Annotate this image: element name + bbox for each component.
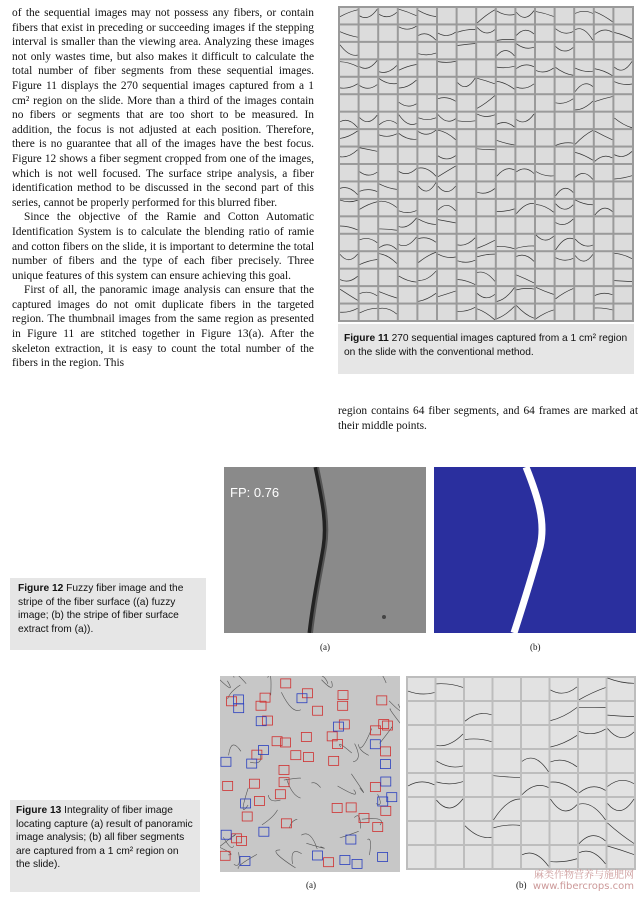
thumbnail-cell — [379, 25, 397, 40]
thumbnail-cell — [614, 130, 632, 145]
thumbnail-cell — [418, 305, 436, 320]
thumbnail-cell — [614, 200, 632, 215]
thumbnail-cell — [556, 200, 574, 215]
thumbnail-cell — [477, 165, 495, 180]
thumbnail-cell — [556, 165, 574, 180]
focus-value-label: FP: 0.76 — [230, 485, 280, 500]
thumbnail-cell — [556, 235, 574, 250]
thumbnail-cell — [379, 252, 397, 267]
thumbnail-cell — [614, 8, 632, 23]
figure11-caption-label: Figure 11 — [344, 333, 389, 344]
thumbnail-cell — [551, 822, 578, 844]
thumbnail-cell — [516, 95, 534, 110]
thumbnail-cell — [575, 287, 593, 302]
thumbnail-cell — [477, 287, 495, 302]
thumbnail-cell — [477, 60, 495, 75]
thumbnail-cell — [536, 78, 554, 93]
thumbnail-cell — [575, 95, 593, 110]
thumbnail-cell — [438, 235, 456, 250]
thumbnail-cell — [595, 217, 613, 232]
thumbnail-cell — [516, 252, 534, 267]
thumbnail-cell — [497, 113, 515, 128]
thumbnail-cell — [379, 130, 397, 145]
thumbnail-cell — [465, 678, 492, 700]
thumbnail-cell — [408, 846, 435, 868]
thumbnail-cell — [458, 182, 476, 197]
thumbnail-cell — [575, 182, 593, 197]
thumbnail-cell — [360, 270, 378, 285]
figure13b-sublabel: (b) — [516, 880, 527, 890]
thumbnail-cell — [595, 113, 613, 128]
thumbnail-cell — [379, 270, 397, 285]
thumbnail-cell — [595, 165, 613, 180]
thumbnail-cell — [516, 113, 534, 128]
thumbnail-cell — [575, 235, 593, 250]
thumbnail-cell — [360, 217, 378, 232]
thumbnail-cell — [399, 235, 417, 250]
thumbnail-cell — [516, 200, 534, 215]
thumbnail-cell — [522, 726, 549, 748]
figure13a-sublabel: (a) — [306, 880, 316, 890]
thumbnail-cell — [556, 148, 574, 163]
thumbnail-cell — [465, 774, 492, 796]
thumbnail-cell — [399, 60, 417, 75]
thumbnail-cell — [614, 252, 632, 267]
thumbnail-cell — [595, 182, 613, 197]
thumbnail-cell — [497, 252, 515, 267]
paragraph-2: Since the objective of the Ramie and Cotton Automatic Identification System is to calculate the blending ratio of ramie and cotton fibers on the slide, it is important to determine the total number of fibers and the type of each fiber precisely. Three unique features of this system can ensure achieving this goal. — [12, 211, 314, 282]
thumbnail-cell — [556, 305, 574, 320]
thumbnail-cell — [551, 846, 578, 868]
thumbnail-cell — [494, 750, 521, 772]
thumbnail-cell — [465, 822, 492, 844]
thumbnail-cell — [437, 846, 464, 868]
thumbnail-cell — [614, 287, 632, 302]
thumbnail-cell — [575, 43, 593, 58]
thumbnail-cell — [458, 95, 476, 110]
thumbnail-cell — [556, 217, 574, 232]
thumbnail-cell — [418, 60, 436, 75]
thumbnail-cell — [556, 270, 574, 285]
thumbnail-cell — [458, 25, 476, 40]
thumbnail-cell — [516, 130, 534, 145]
thumbnail-cell — [497, 200, 515, 215]
figure13a-panoramic-image — [220, 676, 400, 872]
thumbnail-cell — [579, 798, 606, 820]
thumbnail-cell — [595, 25, 613, 40]
thumbnail-cell — [360, 130, 378, 145]
thumbnail-cell — [536, 270, 554, 285]
thumbnail-cell — [340, 200, 358, 215]
thumbnail-cell — [595, 148, 613, 163]
figure12b-sublabel: (b) — [530, 642, 541, 652]
thumbnail-cell — [497, 165, 515, 180]
thumbnail-cell — [556, 43, 574, 58]
thumbnail-cell — [595, 60, 613, 75]
thumbnail-cell — [497, 148, 515, 163]
figure12-caption-text: Fuzzy fiber image and the stripe of the fiber surface ((a) fuzzy image; (b) the stripe of fiber surface extract from (a)). — [18, 583, 184, 635]
thumbnail-cell — [536, 60, 554, 75]
figure12-caption — [10, 578, 206, 650]
thumbnail-cell — [551, 702, 578, 724]
thumbnail-cell — [438, 287, 456, 302]
thumbnail-cell — [399, 95, 417, 110]
thumbnail-cell — [536, 252, 554, 267]
figure13-caption-text: Integrality of fiber image locating capture (a) result of panoramic image analysis; (b) all fiber segments are captured from a 1 cm² region on the slide). — [16, 805, 193, 870]
thumbnail-cell — [477, 200, 495, 215]
thumbnail-cell — [579, 750, 606, 772]
left-column-text — [12, 6, 314, 371]
thumbnail-cell — [408, 774, 435, 796]
thumbnail-cell — [399, 252, 417, 267]
thumbnail-cell — [458, 8, 476, 23]
thumbnail-cell — [465, 798, 492, 820]
thumbnail-cell — [595, 43, 613, 58]
thumbnail-cell — [360, 113, 378, 128]
thumbnail-cell — [477, 78, 495, 93]
thumbnail-cell — [437, 750, 464, 772]
thumbnail-cell — [536, 25, 554, 40]
thumbnail-cell — [575, 217, 593, 232]
thumbnail-cell — [360, 235, 378, 250]
thumbnail-cell — [516, 148, 534, 163]
figure11-caption — [338, 324, 634, 374]
thumbnail-cell — [458, 113, 476, 128]
thumbnail-cell — [340, 270, 358, 285]
thumbnail-cell — [360, 287, 378, 302]
thumbnail-cell — [340, 43, 358, 58]
thumbnail-cell — [458, 287, 476, 302]
thumbnail-cell — [437, 702, 464, 724]
thumbnail-cell — [614, 78, 632, 93]
thumbnail-cell — [522, 822, 549, 844]
thumbnail-cell — [494, 726, 521, 748]
thumbnail-cell — [575, 130, 593, 145]
thumbnail-cell — [399, 305, 417, 320]
figure13-caption — [10, 800, 200, 892]
thumbnail-cell — [595, 305, 613, 320]
thumbnail-cell — [458, 165, 476, 180]
thumbnail-cell — [614, 182, 632, 197]
thumbnail-cell — [438, 25, 456, 40]
thumbnail-cell — [579, 726, 606, 748]
thumbnail-cell — [614, 43, 632, 58]
thumbnail-cell — [418, 43, 436, 58]
thumbnail-cell — [340, 148, 358, 163]
thumbnail-cell — [522, 750, 549, 772]
thumbnail-cell — [399, 113, 417, 128]
thumbnail-cell — [408, 726, 435, 748]
thumbnail-cell — [614, 217, 632, 232]
thumbnail-cell — [536, 113, 554, 128]
figure12a-sublabel: (a) — [320, 642, 330, 652]
thumbnail-cell — [458, 252, 476, 267]
thumbnail-cell — [614, 60, 632, 75]
thumbnail-cell — [477, 217, 495, 232]
thumbnail-cell — [399, 148, 417, 163]
thumbnail-cell — [418, 217, 436, 232]
thumbnail-cell — [418, 148, 436, 163]
thumbnail-cell — [340, 217, 358, 232]
thumbnail-cell — [497, 95, 515, 110]
thumbnail-cell — [595, 270, 613, 285]
thumbnail-cell — [595, 287, 613, 302]
thumbnail-cell — [551, 726, 578, 748]
thumbnail-cell — [595, 95, 613, 110]
thumbnail-cell — [438, 305, 456, 320]
thumbnail-cell — [340, 235, 358, 250]
thumbnail-cell — [497, 25, 515, 40]
thumbnail-cell — [379, 165, 397, 180]
thumbnail-cell — [418, 113, 436, 128]
watermark — [533, 870, 634, 892]
thumbnail-cell — [340, 60, 358, 75]
thumbnail-cell — [497, 60, 515, 75]
thumbnail-cell — [608, 678, 635, 700]
thumbnail-cell — [556, 8, 574, 23]
thumbnail-cell — [575, 200, 593, 215]
thumbnail-cell — [614, 235, 632, 250]
thumbnail-cell — [418, 165, 436, 180]
thumbnail-cell — [418, 270, 436, 285]
thumbnail-cell — [516, 270, 534, 285]
thumbnail-cell — [575, 270, 593, 285]
thumbnail-cell — [438, 270, 456, 285]
thumbnail-cell — [408, 798, 435, 820]
thumbnail-cell — [399, 130, 417, 145]
thumbnail-cell — [458, 148, 476, 163]
thumbnail-cell — [360, 165, 378, 180]
thumbnail-cell — [575, 60, 593, 75]
thumbnail-cell — [522, 774, 549, 796]
thumbnail-cell — [575, 305, 593, 320]
thumbnail-cell — [494, 678, 521, 700]
thumbnail-cell — [595, 78, 613, 93]
thumbnail-cell — [437, 822, 464, 844]
thumbnail-cell — [379, 148, 397, 163]
thumbnail-cell — [360, 148, 378, 163]
figure11-image-grid — [338, 6, 634, 322]
thumbnail-cell — [556, 78, 574, 93]
thumbnail-cell — [379, 235, 397, 250]
thumbnail-cell — [477, 235, 495, 250]
figure13-caption-label: Figure 13 — [16, 805, 62, 816]
thumbnail-cell — [340, 95, 358, 110]
thumbnail-cell — [360, 8, 378, 23]
thumbnail-cell — [614, 95, 632, 110]
thumbnail-cell — [408, 678, 435, 700]
figure12a-fuzzy-fiber-image — [224, 467, 426, 633]
thumbnail-cell — [477, 43, 495, 58]
thumbnail-cell — [536, 95, 554, 110]
thumbnail-cell — [360, 25, 378, 40]
thumbnail-cell — [418, 25, 436, 40]
thumbnail-cell — [551, 798, 578, 820]
figure12b-stripe-image — [434, 467, 636, 633]
thumbnail-cell — [418, 8, 436, 23]
thumbnail-cell — [399, 217, 417, 232]
thumbnail-cell — [477, 130, 495, 145]
thumbnail-cell — [340, 165, 358, 180]
thumbnail-cell — [516, 165, 534, 180]
thumbnail-cell — [522, 798, 549, 820]
thumbnail-cell — [536, 217, 554, 232]
thumbnail-cell — [458, 235, 476, 250]
paragraph-3: First of all, the panoramic image analysis can ensure that the captured images do not omit duplicate fibers in the targeted region. The thumbnail images from the same region as presented in Figure 11 are stitched together in Figure 13(a). After the skeleton extraction, it is easy to count the total number of the fibers in the region. This — [12, 284, 314, 370]
thumbnail-cell — [579, 846, 606, 868]
thumbnail-cell — [458, 60, 476, 75]
panorama-background — [220, 676, 400, 872]
thumbnail-cell — [551, 774, 578, 796]
thumbnail-cell — [497, 287, 515, 302]
thumbnail-cell — [399, 182, 417, 197]
thumbnail-cell — [458, 305, 476, 320]
thumbnail-cell — [458, 217, 476, 232]
thumbnail-cell — [579, 822, 606, 844]
thumbnail-cell — [522, 678, 549, 700]
watermark-line1: 麻类作物营养与施肥网 — [534, 870, 634, 881]
thumbnail-cell — [575, 78, 593, 93]
thumbnail-cell — [536, 305, 554, 320]
thumbnail-cell — [437, 726, 464, 748]
thumbnail-cell — [418, 182, 436, 197]
thumbnail-cell — [608, 750, 635, 772]
thumbnail-cell — [536, 287, 554, 302]
thumbnail-cell — [497, 8, 515, 23]
thumbnail-cell — [458, 200, 476, 215]
thumbnail-cell — [497, 78, 515, 93]
thumbnail-cell — [465, 702, 492, 724]
thumbnail-cell — [497, 182, 515, 197]
thumbnail-cell — [408, 702, 435, 724]
paragraph-1: of the sequential images may not possess any fibers, or contain fibers that exist in preceding or succeeding images if the stepping interval is smaller than the viewing area. Analyzing these images not only wastes time, but also makes it difficult to calculate the total number of fiber segments from these sequential images. Figure 11 displays the 270 sequential images captured from a 1 cm² region on the slide. More than a third of the images contain no fibers or segments that are too short to be measured. In addition, the focus is not adjusted at each position. Therefore, there is no guarantee that all of the images have the best focus. Figure 12 shows a fiber segment cropped from one of the images, which is not well focused. The surface stripe analysis, a fiber identification method to be discussed in the second part of this series, cannot be properly performed for this blurred fiber. — [12, 7, 314, 209]
thumbnail-cell — [556, 60, 574, 75]
thumbnail-cell — [516, 305, 534, 320]
thumbnail-cell — [579, 774, 606, 796]
thumbnail-cell — [536, 148, 554, 163]
thumbnail-cell — [595, 252, 613, 267]
figure12-caption-label: Figure 12 — [18, 583, 64, 594]
thumbnail-cell — [465, 726, 492, 748]
thumbnail-cell — [458, 270, 476, 285]
figure13b-fiber-segments-grid — [406, 676, 636, 870]
thumbnail-cell — [438, 8, 456, 23]
thumbnail-cell — [575, 8, 593, 23]
thumbnail-cell — [536, 43, 554, 58]
thumbnail-cell — [438, 148, 456, 163]
thumbnail-cell — [494, 702, 521, 724]
thumbnail-cell — [340, 25, 358, 40]
thumbnail-cell — [438, 182, 456, 197]
thumbnail-cell — [497, 217, 515, 232]
thumbnail-cell — [494, 846, 521, 868]
thumbnail-cell — [379, 43, 397, 58]
watermark-line2: www.fibercrops.com — [532, 881, 634, 892]
thumbnail-cell — [399, 43, 417, 58]
thumbnail-cell — [437, 678, 464, 700]
thumbnail-cell — [608, 846, 635, 868]
thumbnail-cell — [465, 846, 492, 868]
thumbnail-cell — [516, 8, 534, 23]
thumbnail-cell — [418, 200, 436, 215]
thumbnail-cell — [522, 846, 549, 868]
thumbnail-cell — [516, 182, 534, 197]
thumbnail-cell — [608, 774, 635, 796]
thumbnail-cell — [614, 305, 632, 320]
thumbnail-cell — [595, 235, 613, 250]
thumbnail-cell — [399, 200, 417, 215]
thumbnail-cell — [551, 678, 578, 700]
thumbnail-cell — [494, 798, 521, 820]
thumbnail-cell — [418, 235, 436, 250]
thumbnail-cell — [458, 130, 476, 145]
thumbnail-cell — [536, 200, 554, 215]
thumbnail-cell — [595, 200, 613, 215]
thumbnail-cell — [465, 750, 492, 772]
thumbnail-cell — [399, 78, 417, 93]
thumbnail-cell — [418, 95, 436, 110]
figure11-caption-text: 270 sequential images captured from a 1 cm² region on the slide with the conventional method. — [344, 333, 628, 358]
thumbnail-cell — [379, 95, 397, 110]
thumbnail-cell — [360, 78, 378, 93]
thumbnail-cell — [379, 217, 397, 232]
thumbnail-cell — [437, 798, 464, 820]
thumbnail-cell — [438, 78, 456, 93]
thumbnail-cell — [575, 25, 593, 40]
thumbnail-cell — [516, 60, 534, 75]
thumbnail-cell — [360, 305, 378, 320]
thumbnail-cell — [438, 252, 456, 267]
thumbnail-cell — [516, 217, 534, 232]
thumbnail-cell — [408, 750, 435, 772]
thumbnail-cell — [614, 148, 632, 163]
thumbnail-cell — [614, 270, 632, 285]
thumbnail-cell — [418, 78, 436, 93]
thumbnail-cell — [437, 774, 464, 796]
thumbnail-cell — [536, 130, 554, 145]
thumbnail-cell — [575, 165, 593, 180]
thumbnail-cell — [497, 270, 515, 285]
thumbnail-cell — [608, 798, 635, 820]
thumbnail-cell — [575, 113, 593, 128]
thumbnail-cell — [418, 252, 436, 267]
thumbnail-cell — [408, 822, 435, 844]
thumbnail-cell — [556, 113, 574, 128]
thumbnail-cell — [399, 287, 417, 302]
thumbnail-cell — [438, 217, 456, 232]
thumbnail-cell — [575, 252, 593, 267]
thumbnail-cell — [522, 702, 549, 724]
thumbnail-cell — [360, 43, 378, 58]
thumbnail-cell — [536, 182, 554, 197]
thumbnail-cell — [579, 702, 606, 724]
thumbnail-cell — [360, 95, 378, 110]
thumbnail-cell — [608, 702, 635, 724]
thumbnail-cell — [608, 726, 635, 748]
thumbnail-cell — [438, 43, 456, 58]
right-column-text: region contains 64 fiber segments, and 64 frames are marked at their middle points. — [338, 405, 638, 432]
thumbnail-cell — [340, 182, 358, 197]
